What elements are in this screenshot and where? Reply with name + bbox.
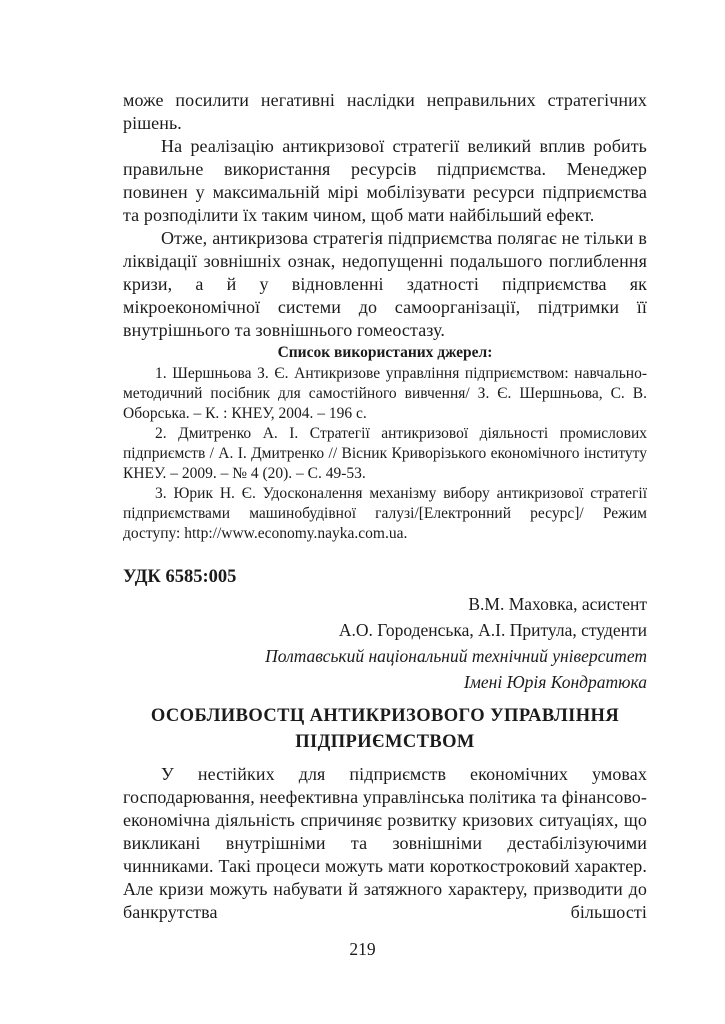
paragraph: На реалізацію антикризової стратегії великий вплив робить правильне використання ресурсів підприємства. Менеджер повинен у максимальній мірі мобілізувати ресурси підприємства та розподілити їх таким чином, щоб мати найбільший ефект. (123, 136, 647, 225)
author-line: В.М. Маховка, асистент (468, 594, 647, 614)
author-line: А.О. Городенська, А.І. Притула, студенти (338, 620, 647, 640)
reference-item-2: 2. Дмитренко А. І. Стратегії антикризової діяльності промислових підприємств / А. І. Дмитренко // Вісник Криворізького економічного інституту КНЕУ. – 2009. – № 4 (20). – С. 49-53. (123, 425, 647, 482)
paragraph: Отже, антикризова стратегія підприємства полягає не тільки в ліквідації зовнішніх ознак, недопущенні подальшого поглиблення кризи, а й у відновленні здатності підприємства як мікроекономічної системи до самоорганізації, підтримки її внутрішнього та зовнішнього гомеостазу. (123, 228, 647, 340)
affiliation-line: Імені Юрія Кондратюка (463, 672, 647, 692)
paragraph-continuation: може посилити негативні наслідки неправильних стратегічних рішень. (123, 90, 647, 133)
article-title: ОСОБЛИВОСТЦ АНТИКРИЗОВОГО УПРАВЛІННЯ ПІДПРИЄМСТВОМ (150, 706, 620, 752)
paragraph: У нестійких для підприємств економічних умовах господарювання, неефективна управлінська політика та фінансово-економічна діяльність спричиняє розвитку кризових ситуаціях, що викликані внутрішніми та зовнішніми дестабілізуючими чинниками. Такі процеси можуть мати короткостроковий характер. Але кризи можуть набувати й затяжного характеру, призводити до банкрутства більшості (123, 764, 647, 922)
affiliation-line: Полтавський національний технічний університет (265, 646, 647, 666)
text-column (123, 0, 647, 924)
article-body (123, 763, 647, 924)
authors-block (123, 591, 647, 695)
references-heading: Список використаних джерел: (277, 344, 493, 361)
page-number: 219 (349, 939, 376, 959)
reference-item-1: 1. Шершньова З. Є. Антикризове управління підприємством: навчально-методичний посібник для самостійного вивчення/ З. Є. Шершньова, С. В. Оборська. – К. : КНЕУ, 2004. – 196 с. (123, 365, 647, 422)
reference-item-3: 3. Юрик Н. Є. Удосконалення механізму вибору антикризової стратегії підприємствами машинобудівної галузі/[Електронний ресурс]/ Режим доступу: http://www.economy.nayka.com.ua. (123, 485, 647, 542)
udc-code: УДК 6585:005 (123, 567, 237, 587)
